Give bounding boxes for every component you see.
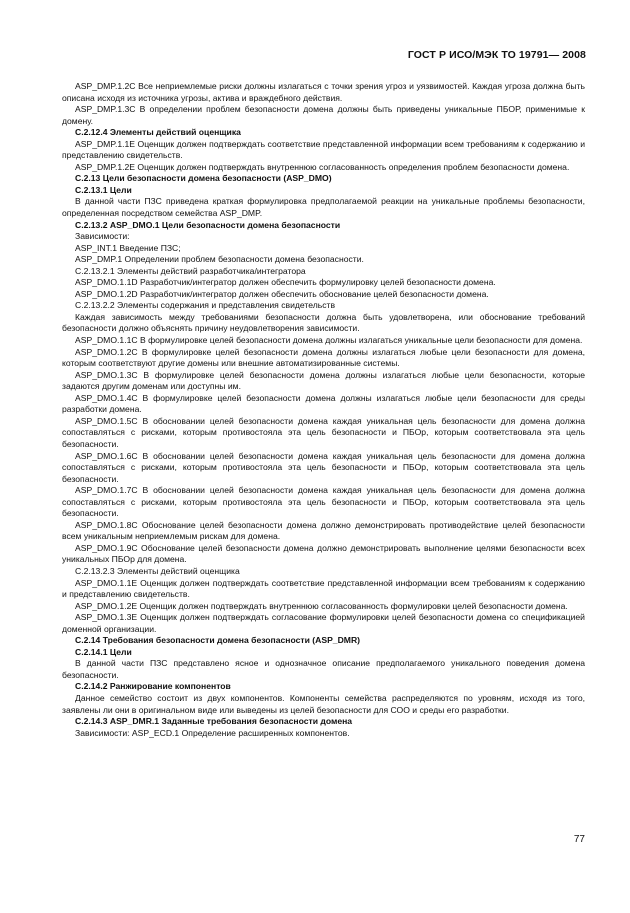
paragraph: Зависимости:: [75, 231, 130, 242]
page-header: ГОСТ Р ИСО/МЭК ТО 19791— 2008: [407, 49, 586, 61]
paragraph: Зависимости: ASP_ECD.1 Определение расширенных компонентов.: [75, 727, 350, 738]
section-heading: С.2.13.2 ASP_DMO.1 Цели безопасности домена безопасности: [75, 219, 341, 230]
paragraph: Данное семейство состоит из двух компонентов. Компоненты семейства распределяются по уровням, исходя из того, заявлены ли они в оригинальном виде или выведены из целей безопасности для СОО и среды его разработки.: [62, 692, 585, 715]
section-heading: С.2.14.2 Ранжирование компонентов: [75, 681, 231, 692]
paragraph: ASP_DMO.1.3C В формулировке целей безопасности домена должны излагаться любые цели безопасности, которые задаются другим доменам или доступны им.: [62, 369, 585, 392]
paragraph: ASP_DMO.1.9C Обоснование целей безопасности домена должно демонстрировать выполнение целями безопасности всех уникальных ПБОр для домена.: [62, 542, 585, 565]
paragraph: ASP_DMO.1.1E Оценщик должен подтверждать соответствие представленной информации всем требованиям к содержанию и представлению свидетельств.: [62, 577, 585, 600]
paragraph: ASP_DMO.1.8C Обоснование целей безопасности домена должно демонстрировать противодействие целей безопасности всем уникальным неприемлемым рискам для домена.: [62, 519, 585, 542]
section-heading: С.2.12.4 Элементы действий оценщика: [75, 127, 241, 138]
paragraph: ASP_DMP.1.1E Оценщик должен подтверждать соответствие представленной информации всем требованиям к содержанию и представлению свидетельств.: [62, 138, 585, 161]
paragraph: С.2.13.2.1 Элементы действий разработчика/интегратора: [75, 265, 306, 276]
section-heading: С.2.14 Требования безопасности домена безопасности (ASP_DMR): [75, 635, 361, 646]
paragraph: ASP_DMP.1.2E Оценщик должен подтверждать внутреннюю согласованность определения проблем безопасности домена.: [75, 161, 570, 172]
paragraph: ASP_DMO.1.3E Оценщик должен подтверждать согласование формулировки целей безопасности домена со спецификацией доменной организации.: [62, 612, 585, 634]
paragraph: ASP_DMO.1.7C В обосновании целей безопасности домена каждая уникальная цель безопасности для домена должна сопоставляться с рисками, которым противостояла эта цель безопасности и ПБОр, которым соответствовала эта цель безопасности.: [62, 485, 585, 519]
paragraph: Каждая зависимость между требованиями безопасности должна быть удовлетворена, или обоснование требований безопасности должно объяснять причину неудовлетворения зависимости.: [62, 311, 585, 334]
paragraph: ASP_DMO.1.1C В формулировке целей безопасности домена должны излагаться уникальные цели безопасности для домена.: [75, 335, 583, 346]
section-heading: С.2.14.1 Цели: [75, 646, 132, 657]
paragraph: ASP_DMO.1.4C В формулировке целей безопасности домена должны излагаться любые цели безопасности для среды разработки домена.: [62, 392, 585, 415]
paragraph: С.2.13.2.3 Элементы действий оценщика: [75, 565, 240, 576]
paragraph: ASP_DMO.1.2E Оценщик должен подтверждать внутреннюю согласованность формулировки целей безопасности домена.: [75, 600, 568, 611]
section-heading: С.2.13 Цели безопасности домена безопасности (ASP_DMO): [75, 173, 332, 184]
paragraph: В данной части ПЗС представлено ясное и однозначное описание предполагаемого уникального поведения домена безопасности.: [62, 658, 585, 680]
paragraph: ASP_DMP.1.2C Все неприемлемые риски должны излагаться с точки зрения угроз и уязвимостей. Каждая угроза должна быть описана исходя из источника угрозы, актива и враждебного действия.: [62, 81, 585, 103]
paragraph: ASP_DMP.1.3C В определении проблем безопасности домена должны быть приведены уникальные ПБОР, применимые к домену.: [62, 104, 585, 126]
document-body: [62, 81, 585, 739]
paragraph: ASP_DMP.1 Определении проблем безопасности домена безопасности.: [75, 254, 364, 265]
paragraph: ASP_DMO.1.6C В обосновании целей безопасности домена каждая уникальная цель безопасности для домена должна сопоставляться с рисками, которым противостояла эта цель безопасности и ПБОр, которым соответствовала эта цель безопасности.: [62, 450, 585, 484]
paragraph: ASP_DMO.1.2D Разработчик/интегратор должен обеспечить обоснование целей безопасности домена.: [75, 288, 489, 299]
paragraph: В данной части ПЗС приведена краткая формулировка предполагаемой реакции на уникальные проблемы безопасности, определенная посредством семейства ASP_DMP.: [62, 196, 585, 219]
section-heading: С.2.13.1 Цели: [75, 184, 132, 195]
page-number: 77: [573, 834, 585, 845]
paragraph: ASP_DMO.1.2C В формулировке целей безопасности домена должны излагаться любые цели безопасности для домена, которым соответствуют другие домены или внешние автоматизированные системы.: [62, 346, 585, 369]
paragraph: ASP_INT.1 Введение ПЗС;: [75, 242, 181, 253]
paragraph: С.2.13.2.2 Элементы содержания и представления свидетельств: [75, 300, 336, 311]
paragraph: ASP_DMO.1.5C В обосновании целей безопасности домена каждая уникальная цель безопасности для домена должна сопоставляться с рисками, которым противостояла эта цель безопасности и ПБОр, которым соответствовала эта цель безопасности.: [62, 415, 585, 449]
paragraph: ASP_DMO.1.1D Разработчик/интегратор должен обеспечить формулировку целей безопасности домена.: [75, 277, 496, 288]
section-heading: С.2.14.3 ASP_DMR.1 Заданные требования безопасности домена: [75, 716, 353, 727]
